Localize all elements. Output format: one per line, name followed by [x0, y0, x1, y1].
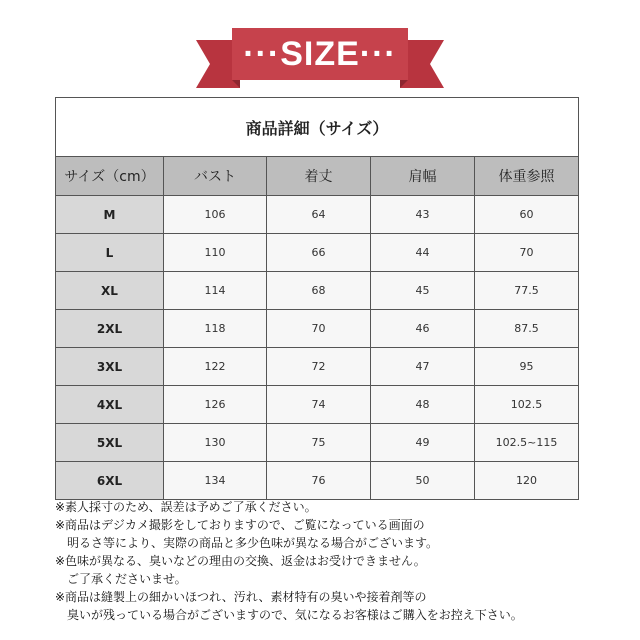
bust-value: 118	[164, 310, 267, 348]
weight-value: 87.5	[475, 310, 579, 348]
length-value: 66	[267, 234, 371, 272]
bust-value: 106	[164, 196, 267, 234]
note-sewing-cont: 臭いが残っている場合がございますので、気になるお客様はご購入をお控え下さい。	[67, 608, 523, 622]
table-caption-row	[56, 98, 579, 157]
table-row	[56, 196, 579, 234]
header-size: サイズ（cm）	[56, 157, 164, 196]
size-banner	[0, 0, 640, 100]
shoulder-value: 44	[371, 234, 475, 272]
header-length: 着丈	[267, 157, 371, 196]
shoulder-value: 47	[371, 348, 475, 386]
size-label: 3XL	[56, 348, 164, 386]
table-row	[56, 386, 579, 424]
size-label: 4XL	[56, 386, 164, 424]
bust-value: 126	[164, 386, 267, 424]
shoulder-value: 43	[371, 196, 475, 234]
weight-value: 95	[475, 348, 579, 386]
weight-value: 70	[475, 234, 579, 272]
shoulder-value: 46	[371, 310, 475, 348]
weight-value: 102.5~115	[475, 424, 579, 462]
header-shoulder: 肩幅	[371, 157, 475, 196]
note-photo-cont: 明るさ等により、実際の商品と多少色味が異なる場合がございます。	[67, 536, 439, 550]
table-row	[56, 348, 579, 386]
weight-value: 77.5	[475, 272, 579, 310]
weight-value: 60	[475, 196, 579, 234]
note-photo: ※商品はデジカメ撮影をしておりますので、ご覧になっている画面の	[55, 518, 425, 532]
notes	[55, 498, 625, 624]
size-label: L	[56, 234, 164, 272]
shoulder-value: 45	[371, 272, 475, 310]
size-label: XL	[56, 272, 164, 310]
table-row	[56, 462, 579, 500]
shoulder-value: 50	[371, 462, 475, 500]
bust-value: 114	[164, 272, 267, 310]
length-value: 76	[267, 462, 371, 500]
shoulder-value: 49	[371, 424, 475, 462]
note-measurement: ※素人採寸のため、誤差は予めご了承ください。	[55, 500, 317, 514]
bust-value: 134	[164, 462, 267, 500]
shoulder-value: 48	[371, 386, 475, 424]
size-label: 2XL	[56, 310, 164, 348]
banner-title: ···SIZE···	[243, 34, 397, 73]
weight-value: 120	[475, 462, 579, 500]
size-label: M	[56, 196, 164, 234]
table-row	[56, 234, 579, 272]
note-exchange-cont: ご了承くださいませ。	[67, 572, 187, 586]
length-value: 70	[267, 310, 371, 348]
length-value: 74	[267, 386, 371, 424]
table-header-row	[56, 157, 579, 196]
bust-value: 122	[164, 348, 267, 386]
size-label: 6XL	[56, 462, 164, 500]
table-row	[56, 310, 579, 348]
table-row	[56, 424, 579, 462]
header-bust: バスト	[164, 157, 267, 196]
weight-value: 102.5	[475, 386, 579, 424]
table-row	[56, 272, 579, 310]
bust-value: 130	[164, 424, 267, 462]
length-value: 64	[267, 196, 371, 234]
size-label: 5XL	[56, 424, 164, 462]
table-caption: 商品詳細（サイズ）	[56, 98, 579, 157]
header-weight: 体重参照	[475, 157, 579, 196]
note-exchange: ※色味が異なる、臭いなどの理由の交換、返金はお受けできません。	[55, 554, 426, 568]
length-value: 72	[267, 348, 371, 386]
size-table	[55, 97, 579, 500]
length-value: 68	[267, 272, 371, 310]
bust-value: 110	[164, 234, 267, 272]
note-sewing: ※商品は縫製上の細かいほつれ、汚れ、素材特有の臭いや接着剤等の	[55, 590, 427, 604]
length-value: 75	[267, 424, 371, 462]
